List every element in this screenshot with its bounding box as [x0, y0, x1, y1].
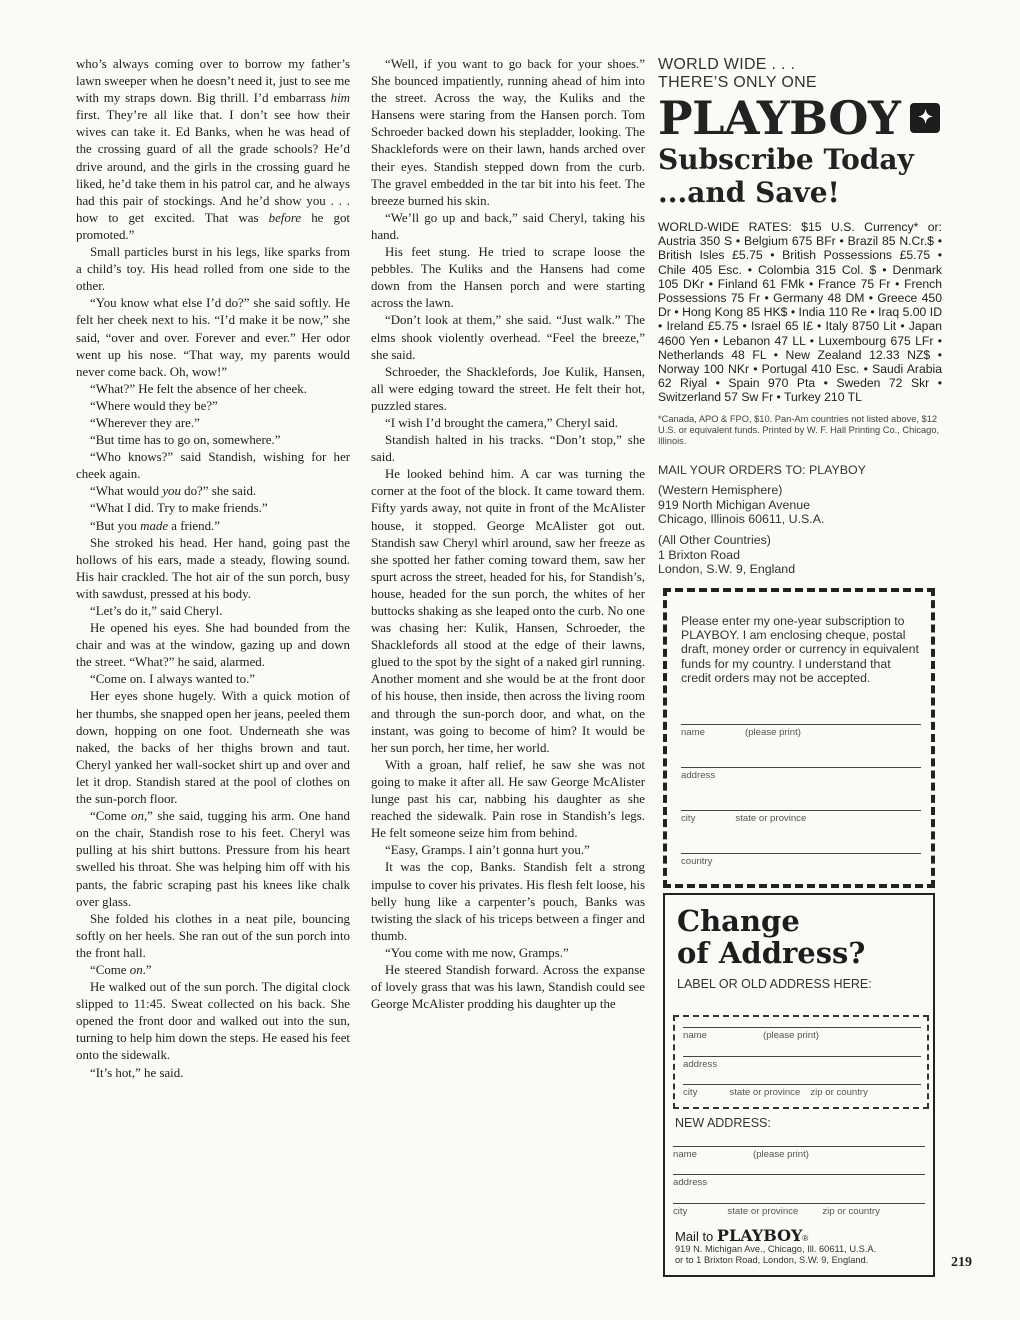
article-paragraph: Schroeder, the Shacklefords, Joe Kulik, Hansen, all were edging toward the street. He felt their hot, puzzled stares. [371, 364, 645, 413]
old-city-field[interactable] [683, 1084, 921, 1098]
page-number: 219 [951, 1255, 972, 1270]
article-paragraph: He opened his eyes. She had bounded from the chair and was at the window, gazing up and down the street. “What?” he said, alarmed. [76, 621, 350, 670]
mail-to-address [675, 1244, 876, 1265]
old-name-field[interactable] [683, 1027, 921, 1041]
new-please-print: (please print) [753, 1149, 809, 1160]
registered-mark: ® [802, 1234, 809, 1243]
ad-tagline-2: THERE’S ONLY ONE [658, 74, 817, 91]
article-paragraph: “But time has to go on, somewhere.” [90, 433, 281, 448]
old-state-label: state or province [729, 1087, 801, 1098]
article-paragraph: who’s always coming over to borrow my father’s lawn sweeper when he doesn’t need it, just to see me with my straps down. Big thrill. I’d embarrass him first. They’re all like that. I don’t see how their wives can take it. Ed Banks, when he was head of the crossing guard of all the grade schools? He’d drive around, and the girls in the crossing guard he liked, he’d take them in his patrol car, and he always had this pair of stockings. And he’d show you . . . how to get excited. That was before he got promoted.” [76, 57, 350, 242]
article-paragraph: “Well, if you want to go back for your shoes.” She bounced impatiently, running ahead of him into the street. Across the way, the Kuliks and the Hansens were staring from the Hansen porch. Tom Schroeder backed down his stepladder, looking. The Shacklefords were on their lawn, hands arched over their eyes. Standish stepped down from the curb. The gravel embedded in the tar bit into his feet. The breeze burned his skin. [371, 57, 645, 208]
article-paragraph: “You know what else I’d do?” she said softly. He felt her cheek next to his. “I’d make it be now,” she said, “over and over. Forever and ever.” Her odor went up his nose. “That way, my parents would never come back. Oh, wow!” [76, 296, 350, 379]
coupon-state-label: state or province [735, 813, 807, 824]
old-address-field[interactable] [683, 1056, 921, 1070]
mail-to-line [675, 1226, 808, 1245]
article-paragraph: She folded his clothes in a neat pile, bouncing softly on her heels. She ran out of the sun porch into the front hall. [76, 911, 350, 960]
article-paragraph: With a groan, half relief, he saw she was not going to make it after all. He saw George McAlister lunge past his car, nabbing his daughter as she reached the sidewalk. Pain rose in Standish’s legs. He felt someone seize him from behind. [371, 757, 645, 841]
old-please-print: (please print) [763, 1030, 819, 1041]
change-title-2: of Address? [677, 936, 866, 970]
old-name-label: name [683, 1030, 707, 1041]
article-paragraph: “Come on,” she said, tugging his arm. One hand on the chair, Standish rose to his feet. Cheryl was pulling at his shirt buttons. Pressure from his heart swelled his throat. She was helping him off with his pants, the fabric scraping past his knees like chalk over glass. [76, 809, 350, 909]
mail-orders-block [658, 463, 942, 577]
western-address-line-2: Chicago, Illinois 60611, U.S.A. [658, 512, 825, 527]
change-of-address-box [663, 893, 935, 1277]
mail-to-address-line-1: 919 N. Michigan Ave., Chicago, Ill. 60611, U.S.A. [675, 1244, 877, 1254]
mail-to-label: Mail to [675, 1229, 714, 1244]
article-column-2 [371, 56, 645, 1278]
article-paragraph: “What?” He felt the absence of her cheek. [90, 381, 307, 396]
ad-headline-2: ...and Save! [658, 176, 840, 209]
article-paragraph: She stroked his head. Her hand, going past the hollows of his ears, made a steady, flowing sound. His hair crackled. The hot air of the sun porch, busy with sawdust, pressed at his body. [76, 535, 350, 601]
new-state-label: state or province [727, 1206, 799, 1217]
article-paragraph: “Where would they be?” [90, 398, 218, 413]
article-paragraph: “Don’t look at them,” she said. “Just walk.” The elms shook violently overhead. “Feel the breeze,” she said. [371, 313, 645, 362]
article-paragraph: “Come on.” [90, 962, 152, 977]
article-paragraph: He looked behind him. A car was turning the corner at the foot of the block. It came toward them. Fifty yards away, not quite in front of the McAlister house, it stopped. George McAlister got out. Standish saw Cheryl whirl around, saw her freeze as she spotted her father coming toward them, saw her spurt across the street, headed for his, for Standish’s, house, headed for the sun porch, the whites of her buttocks shaking as she leaped onto the curb. No one was chasing her: Kulik, Hansen, Schroeder, the Shacklefords all stood at the edge of their lawns, glued to the spot by the sight of a naked girl running. Another moment and she would be at the front door of his house, then inside, then across the living room and through the sun-porch door, and what, on the instant, was going to become of him? It would be her sun porch, her time, her world. [371, 467, 645, 755]
article-paragraph: “Wherever they are.” [90, 415, 200, 430]
old-address-label: LABEL OR OLD ADDRESS HERE: [677, 977, 872, 991]
article-paragraph: Her eyes shone hugely. With a quick motion of her thumbs, she snapped open her jeans, peeled them down, hopping on one foot. Underneath she was naked, the backs of her thighs brown and taut. Cheryl yanked her wall-socket shirt up and over and let it drop. Standish stared at the pool of clothes on the sun-porch floor. [76, 689, 350, 807]
new-address-label: NEW ADDRESS: [675, 1116, 771, 1130]
article-paragraph: “It’s hot,” he said. [90, 1065, 184, 1080]
article-paragraph: “You come with me now, Gramps.” [385, 945, 569, 960]
article-paragraph: Small particles burst in his legs, like sparks from a child’s toy. His head rolled from one side to the other. [76, 245, 350, 294]
new-name-field[interactable] [673, 1146, 925, 1160]
article-paragraph: He steered Standish forward. Across the expanse of lovely grass that was his lawn, Standish could see George McAlister prodding his daughter up the [371, 962, 645, 1012]
article-paragraph: “What would you do?” she said. [90, 484, 257, 499]
article-column-1 [76, 56, 350, 1278]
new-address-field[interactable] [673, 1174, 925, 1188]
coupon-text: Please enter my one-year subscription to PLAYBOY. I am enclosing cheque, postal draft, money order or currency in equivalent funds for my country. I understand that credit orders may not be accepted. [681, 614, 919, 685]
old-city-label: city [683, 1087, 698, 1098]
brand-name: PLAYBOY [658, 91, 901, 145]
coupon-country-label: country [681, 856, 713, 867]
mail-to-address-line-2: or to 1 Brixton Road, London, S.W. 9, England. [675, 1254, 869, 1265]
article-paragraph: He walked out of the sun porch. The digital clock slipped to 11:45. Sweat collected on his back. She opened the front door and walked out into the sun, turning to help him down the steps. He eased his feet onto the sidewalk. [76, 980, 350, 1063]
mail-heading: MAIL YOUR ORDERS TO: PLAYBOY [658, 462, 866, 477]
subscription-ad [658, 56, 942, 577]
article-paragraph: “Come on. I always wanted to.” [90, 672, 256, 687]
coupon-city-label: city [681, 813, 696, 824]
coupon-address-field[interactable] [681, 767, 921, 781]
coupon-address-label: address [681, 770, 716, 781]
rabbit-head-icon: ✦ [910, 103, 940, 133]
article-paragraph: “I wish I’d brought the camera,” Cheryl said. [385, 415, 619, 430]
article-paragraph: “We’ll go up and back,” said Cheryl, taking his hand. [371, 210, 645, 242]
coupon-city-field[interactable] [681, 810, 921, 824]
new-city-field[interactable] [673, 1203, 925, 1217]
old-address-label-text: address [683, 1059, 718, 1070]
new-address-label-text: address [673, 1177, 708, 1188]
rates-footnote: *Canada, APO & FPO, $10. Pan-Am countries not listed above, $12 U.S. or equivalent funds. Printed by W. F. Hall Printing Co., Chicago, Illinois. [658, 413, 940, 446]
mail-to-brand: PLAYBOY [716, 1226, 803, 1245]
new-name-label: name [673, 1149, 697, 1160]
article-paragraph: “Let’s do it,” said Cheryl. [90, 604, 223, 618]
other-countries-label: (All Other Countries) [658, 533, 771, 548]
new-zip-label: zip or country [822, 1206, 880, 1217]
article-paragraph: “What I did. Try to make friends.” [90, 501, 268, 516]
article-paragraph: “Easy, Gramps. I ain’t gonna hurt you.” [385, 843, 590, 858]
old-zip-label: zip or country [810, 1087, 868, 1098]
coupon-name-label: name [681, 727, 705, 738]
ad-headline-1: Subscribe Today [658, 143, 914, 176]
other-address-line-1: 1 Brixton Road [658, 547, 740, 562]
article-paragraph: “But you made a friend.” [90, 518, 220, 533]
western-address-line-1: 919 North Michigan Avenue [658, 497, 811, 512]
world-wide-rates: WORLD-WIDE RATES: $15 U.S. Currency* or: Austria 350 S • Belgium 675 BFr • Brazil 85 N.Cr.$ • British Isles £5.75 • British Possessions £5.75 • Chile 405 Esc. • Colombia 315 Col. $ • Denmark 105 DKr • Finland 61 FMk • France 75 Fr • French Possessions 75 Fr • Germany 48 DM • Greece 450 Dr • Hong Kong 85 HK$ • India 110 Re • Iraq 5.00 ID • Ireland £5.75 • Israel 65 I£ • Italy 8750 Lit • Japan 4600 Yen • Lebanon 47 LL • Luxembourg 675 LFr • Netherlands 48 FL • New Zealand 12.33 NZ$ • Norway 100 NKr • Portugal 410 Esc. • Saudi Arabia 62 Riyal • Spain 970 Pta • Sweden 72 Skr • Switzerland 57 Sw Fr • Turkey 210 TL [658, 220, 942, 405]
coupon-name-field[interactable] [681, 724, 921, 738]
new-city-label: city [673, 1206, 688, 1217]
other-address-line-2: London, S.W. 9, England [658, 562, 796, 577]
coupon-country-field[interactable] [681, 853, 921, 867]
old-address-box [673, 1015, 929, 1109]
article-paragraph: “Who knows?” said Standish, wishing for her cheek again. [76, 450, 350, 482]
subscription-coupon [663, 588, 935, 888]
playboy-logo [658, 91, 942, 145]
article-paragraph: His feet stung. He tried to scrape loose the pebbles. The Kuliks and the Hansens had come down from the Hansen porch and were starting across the lawn. [371, 245, 645, 311]
western-hemisphere-label: (Western Hemisphere) [658, 483, 783, 498]
ad-tagline-1: WORLD WIDE . . . [658, 56, 796, 73]
article-paragraph: Standish halted in his tracks. “Don’t stop,” she said. [371, 433, 645, 465]
change-title-1: Change [677, 904, 800, 938]
article-paragraph: It was the cop, Banks. Standish felt a strong impulse to cover his privates. His flesh felt loose, his belly hung like a carpenter’s pouch, Banks was twisting the slack of his triceps between a finger and thumb. [371, 860, 645, 943]
coupon-please-print: (please print) [745, 727, 801, 738]
